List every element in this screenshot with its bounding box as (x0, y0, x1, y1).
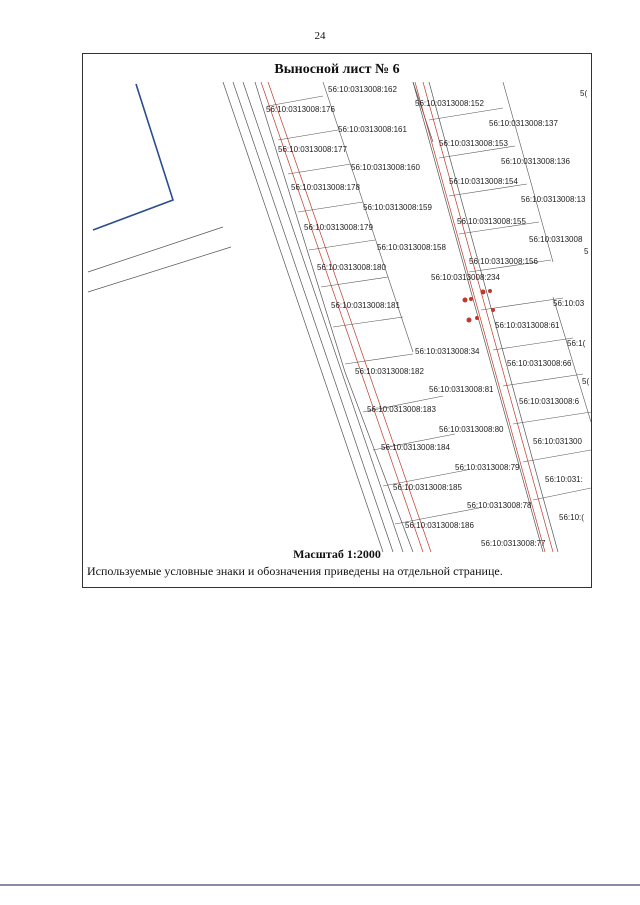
map-sheet-frame (82, 53, 592, 588)
parcel-label: 56:10:0313008:160 (351, 163, 420, 172)
parcel-label: 56:10:0313008:78 (467, 501, 532, 510)
parcel-label: 56:10:0313008:79 (455, 463, 520, 472)
parcel-label: 56:10:0313008:159 (363, 203, 432, 212)
parcel-label: 5( (582, 377, 590, 386)
parcel-label: 56:10:( (559, 513, 584, 522)
parcel-label: 56:10:0313008:182 (355, 367, 424, 376)
parcel-label: 56:10:0313008:6 (519, 397, 580, 406)
parcel-label: 56:10:0313008:80 (439, 425, 504, 434)
parcel-labels (266, 85, 589, 548)
parcel-label: 56:10:0313008:185 (393, 483, 462, 492)
parcel-label: 56:10:0313008:177 (278, 145, 347, 154)
blue-boundary-line (93, 84, 173, 230)
map-scale: Масштаб 1:2000 (293, 547, 381, 561)
cadastral-map[interactable] (83, 82, 591, 552)
parcel-label: 56:10:0313008:183 (367, 405, 436, 414)
parcel-label: 56:10:0313008:13 (521, 195, 586, 204)
parcel-label: 56:10:0313008:77 (481, 539, 546, 548)
parcel-label: 56:10:0313008:154 (449, 177, 518, 186)
parcel-label: 56:10:0313008:155 (457, 217, 526, 226)
map-canvas (83, 82, 591, 552)
legend-note: Используемые условные знаки и обозначения приведены на отдельной странице. (87, 564, 503, 578)
parcel-label: 5( (580, 89, 588, 98)
parcel-label: 56:10:0313008:161 (338, 125, 407, 134)
parcel-label: 56:10:0313008:234 (431, 273, 500, 282)
parcel-label: 56:10:0313008:180 (317, 263, 386, 272)
sheet-title: Выносной лист № 6 (274, 62, 400, 77)
parcel-label: 56:10:031300 (533, 437, 582, 446)
parcel-label: 56:10:0313008:176 (266, 105, 335, 114)
parcel-label: 56:10:0313008:181 (331, 301, 400, 310)
parcel-label: 56:10:0313008:158 (377, 243, 446, 252)
parcel-label: 56:10:0313008:184 (381, 443, 450, 452)
parcel-label: 56:10:0313008:81 (429, 385, 494, 394)
parcel-label: 5 (584, 247, 589, 256)
parcel-label: 56:10:0313008:186 (405, 521, 474, 530)
parcel-label: 56:10:0313008:34 (415, 347, 480, 356)
parcel-label: 56:10:0313008:153 (439, 139, 508, 148)
parcel-label: 56:10:0313008:61 (495, 321, 560, 330)
parcel-label: 56:10:0313008:66 (507, 359, 572, 368)
parcel-label: 56:1( (567, 339, 586, 348)
parcel-label: 56:10:0313008:178 (291, 183, 360, 192)
parcel-label: 56:10:03 (553, 299, 585, 308)
parcel-label: 56:10:0313008:137 (489, 119, 558, 128)
parcel-label: 56:10:0313008 (529, 235, 583, 244)
parcel-label: 56:10:0313008:136 (501, 157, 570, 166)
parcel-label: 56:10:0313008:179 (304, 223, 373, 232)
parcel-label: 56:10:0313008:152 (415, 99, 484, 108)
page-number: 24 (314, 30, 326, 42)
page-bottom-border (0, 884, 640, 886)
parcel-label: 56:10:0313008:162 (328, 85, 397, 94)
parcel-label: 56:10:031: (545, 475, 583, 484)
parcel-label: 56:10:0313008:156 (469, 257, 538, 266)
